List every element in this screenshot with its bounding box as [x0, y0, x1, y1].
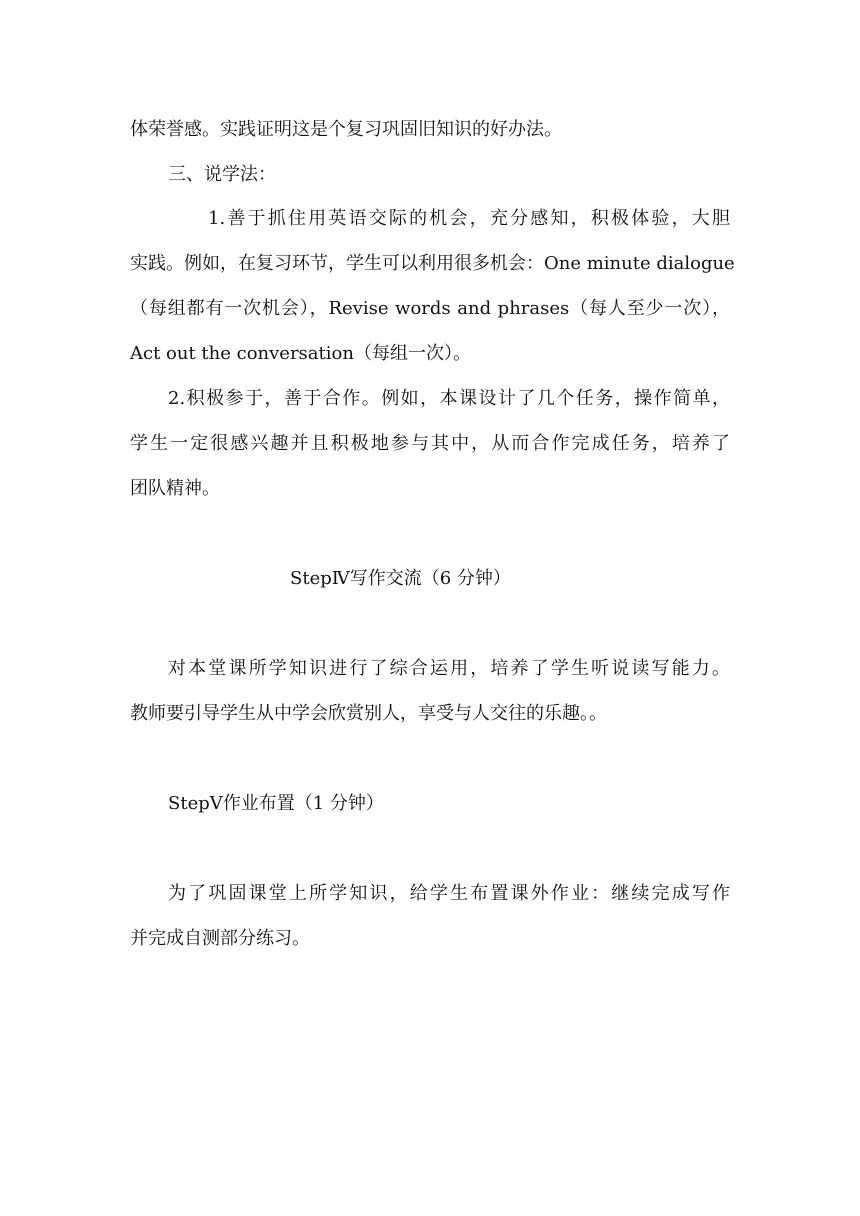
point2-line1: 2.积极参于，善于合作。例如，本课设计了几个任务，操作简单， [168, 388, 730, 409]
point1-line3: （每组都有一次机会），Revise words and phrases（每人至少一次）， [130, 298, 730, 319]
section-heading: 三、说学法： [168, 164, 276, 185]
point2-line2: 学生一定很感兴趣并且积极地参与其中，从而合作完成任务，培养了 [130, 433, 730, 454]
step5-line1: 为了巩固课堂上所学知识，给学生布置课外作业：继续完成写作 [168, 883, 730, 904]
point1-line2: 实践。例如，在复习环节，学生可以利用很多机会：One minute dialogue [130, 253, 735, 274]
step4-heading: StepⅣ写作交流（6 分钟） [290, 568, 511, 589]
point1-line1: 1.善于抓住用英语交际的机会，充分感知，积极体验，大胆 [208, 208, 730, 229]
step4-line2: 教师要引导学生从中学会欣赏别人，享受与人交往的乐趣。。 [130, 703, 607, 724]
paragraph-continuation: 体荣誉感。实践证明这是个复习巩固旧知识的好办法。 [130, 119, 562, 140]
step5-heading: StepⅤ作业布置（1 分钟） [168, 793, 384, 814]
point2-line3: 团队精神。 [130, 478, 220, 499]
point1-line4: Act out the conversation（每组一次）。 [130, 343, 471, 364]
step5-line2: 并完成自测部分练习。 [130, 928, 310, 949]
step4-line1: 对本堂课所学知识进行了综合运用，培养了学生听说读写能力。 [168, 658, 730, 679]
